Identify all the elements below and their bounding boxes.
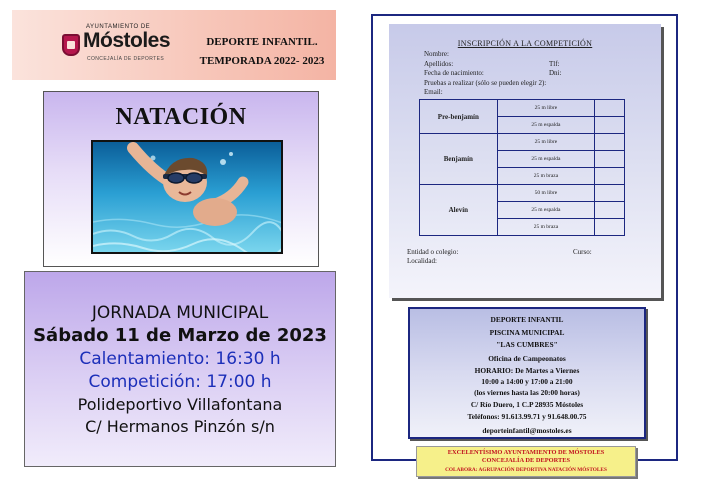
- info-line: (los viernes hasta las 20:00 horas): [474, 388, 580, 397]
- event-checkbox[interactable]: [595, 168, 625, 185]
- category-alevin: Alevín: [420, 185, 498, 236]
- event-checkbox[interactable]: [595, 100, 625, 117]
- header-banner: [12, 10, 336, 80]
- table-row: [420, 185, 625, 202]
- event-checkbox[interactable]: [595, 134, 625, 151]
- jornada-title: JORNADA MUNICIPAL: [91, 303, 269, 323]
- info-phones: Teléfonos: 91.613.99.71 y 91.648.00.75: [467, 412, 587, 421]
- footer-line2: CONCEJALÍA DE DEPORTES: [481, 457, 571, 464]
- info-box: [408, 307, 646, 439]
- info-line: C/ Río Duero, 1 C.P 28935 Móstoles: [470, 400, 584, 409]
- footer-banner: [416, 446, 636, 477]
- event-cell: 25 m braza: [497, 168, 594, 185]
- event-cell: 25 m espalda: [497, 202, 594, 219]
- event-cell: 25 m libre: [497, 100, 594, 117]
- category-prebenjamin: Pre-benjamín: [420, 100, 498, 134]
- jornada-date: Sábado 11 de Marzo de 2023: [33, 325, 327, 346]
- info-line: HORARIO: De Martes a Viernes: [474, 366, 580, 375]
- field-curso: Curso:: [573, 248, 592, 256]
- swimmer-illustration: [93, 142, 283, 254]
- field-tlf: Tlf:: [549, 60, 560, 68]
- info-line: "LAS CUMBRES": [496, 340, 558, 349]
- logo-name: Móstoles: [83, 29, 171, 52]
- warmup-time: Calentamiento: 16:30 h: [79, 349, 281, 369]
- info-line: DEPORTE INFANTIL: [490, 315, 564, 324]
- field-apellidos: Apellidos:: [424, 60, 454, 68]
- field-localidad: Localidad:: [407, 257, 437, 265]
- field-dni: Dni:: [549, 69, 562, 77]
- info-line: 10:00 a 14:00 y 17:00 a 21:00: [481, 377, 573, 386]
- info-email[interactable]: deporteinfantil@mostoles.es: [482, 426, 572, 435]
- header-title-line2: TEMPORADA 2022- 2023: [199, 55, 325, 67]
- field-email: Email:: [424, 88, 443, 96]
- venue: Polideportivo Villafontana: [77, 395, 283, 414]
- field-entidad: Entidad o colegio:: [407, 248, 459, 256]
- jornada-panel: [24, 271, 336, 467]
- event-checkbox[interactable]: [595, 117, 625, 134]
- info-line: PISCINA MUNICIPAL: [489, 328, 565, 337]
- event-cell: 25 m libre: [497, 134, 594, 151]
- footer-line1: EXCELENTÍSIMO AYUNTAMIENTO DE MÓSTOLES: [447, 449, 605, 456]
- field-nombre: Nombre:: [424, 50, 449, 58]
- field-pruebas: Pruebas a realizar (sólo se pueden elegir 2):: [424, 79, 547, 87]
- natacion-panel: [43, 91, 319, 267]
- header-title-line1: DEPORTE INFANTIL.: [206, 36, 318, 48]
- events-table: [419, 99, 625, 236]
- swimmer-photo: [91, 140, 283, 254]
- event-checkbox[interactable]: [595, 151, 625, 168]
- event-checkbox[interactable]: [595, 185, 625, 202]
- registration-form: [389, 24, 661, 298]
- natacion-title: NATACIÓN: [115, 104, 247, 130]
- table-row: [420, 134, 625, 151]
- form-title: INSCRIPCIÓN A LA COMPETICIÓN: [457, 39, 593, 48]
- logo-top-text: AYUNTAMIENTO DE: [86, 24, 151, 30]
- mostoles-logo: [14, 16, 182, 74]
- logo-subtitle: CONCEJALÍA DE DEPORTES: [87, 56, 165, 62]
- event-cell: 25 m espalda: [497, 151, 594, 168]
- event-cell: 25 m espalda: [497, 117, 594, 134]
- category-benjamin: Benjamín: [420, 134, 498, 185]
- field-fecha-nacimiento: Fecha de nacimiento:: [424, 69, 484, 77]
- crest-icon: [62, 34, 80, 56]
- footer-line3: COLABORA: AGRUPACIÓN DEPORTIVA NATACIÓN MÓSTOLES: [445, 467, 607, 473]
- table-row: [420, 100, 625, 117]
- header-title: [188, 33, 336, 71]
- event-cell: 25 m braza: [497, 219, 594, 236]
- event-checkbox[interactable]: [595, 219, 625, 236]
- competition-time: Competición: 17:00 h: [88, 372, 272, 392]
- venue-address: C/ Hermanos Pinzón s/n: [85, 417, 275, 436]
- event-checkbox[interactable]: [595, 202, 625, 219]
- info-line: Oficina de Campeonatos: [488, 354, 566, 363]
- event-cell: 50 m libre: [497, 185, 594, 202]
